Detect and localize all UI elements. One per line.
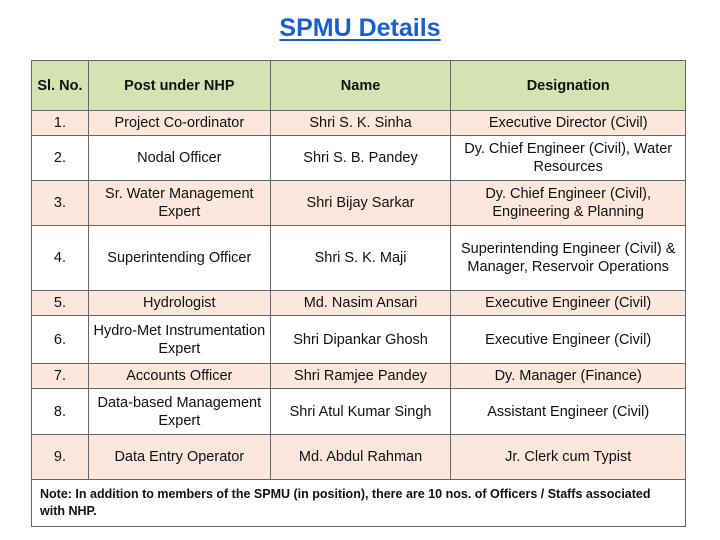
cell-sl: 6. [32,316,89,364]
cell-name: Md. Abdul Rahman [270,435,451,480]
cell-name: Md. Nasim Ansari [270,291,451,316]
table-row [32,435,686,480]
cell-sl: 9. [32,435,89,480]
cell-sl: 4. [32,226,89,291]
cell-designation: Dy. Chief Engineer (Civil), Water Resources [451,136,686,181]
header-post: Post under NHP [88,61,270,111]
cell-post: Data Entry Operator [88,435,270,480]
table-note: Note: In addition to members of the SPMU (in position), there are 10 nos. of Officers / Staffs associated with NHP. [32,480,686,527]
header-sl-no: Sl. No. [32,61,89,111]
cell-designation: Jr. Clerk cum Typist [451,435,686,480]
cell-sl: 2. [32,136,89,181]
table-row [32,136,686,181]
cell-sl: 5. [32,291,89,316]
table-header-row [32,61,686,111]
cell-post: Sr. Water Management Expert [88,181,270,226]
page-title: SPMU Details [279,14,441,42]
table-row [32,364,686,389]
cell-name: Shri Dipankar Ghosh [270,316,451,364]
cell-designation: Executive Director (Civil) [451,111,686,136]
cell-sl: 8. [32,389,89,435]
cell-post: Accounts Officer [88,364,270,389]
cell-sl: 1. [32,111,89,136]
table-row [32,291,686,316]
header-name: Name [270,61,451,111]
cell-designation: Executive Engineer (Civil) [451,291,686,316]
spmu-table [31,60,686,527]
cell-post: Hydrologist [88,291,270,316]
cell-post: Nodal Officer [88,136,270,181]
cell-designation: Assistant Engineer (Civil) [451,389,686,435]
cell-name: Shri S. K. Maji [270,226,451,291]
cell-post: Data-based Management Expert [88,389,270,435]
table-row [32,111,686,136]
cell-designation: Executive Engineer (Civil) [451,316,686,364]
cell-designation: Dy. Chief Engineer (Civil), Engineering & Planning [451,181,686,226]
header-designation: Designation [451,61,686,111]
cell-post: Hydro-Met Instrumentation Expert [88,316,270,364]
cell-designation: Superintending Engineer (Civil) & Manager, Reservoir Operations [451,226,686,291]
cell-name: Shri Ramjee Pandey [270,364,451,389]
table-row [32,316,686,364]
cell-name: Shri S. K. Sinha [270,111,451,136]
cell-name: Shri Atul Kumar Singh [270,389,451,435]
cell-sl: 3. [32,181,89,226]
table-row [32,181,686,226]
table-row [32,226,686,291]
note-row [32,480,686,527]
cell-name: Shri Bijay Sarkar [270,181,451,226]
cell-post: Superintending Officer [88,226,270,291]
cell-post: Project Co-ordinator [88,111,270,136]
cell-name: Shri S. B. Pandey [270,136,451,181]
cell-sl: 7. [32,364,89,389]
cell-designation: Dy. Manager (Finance) [451,364,686,389]
table-row [32,389,686,435]
